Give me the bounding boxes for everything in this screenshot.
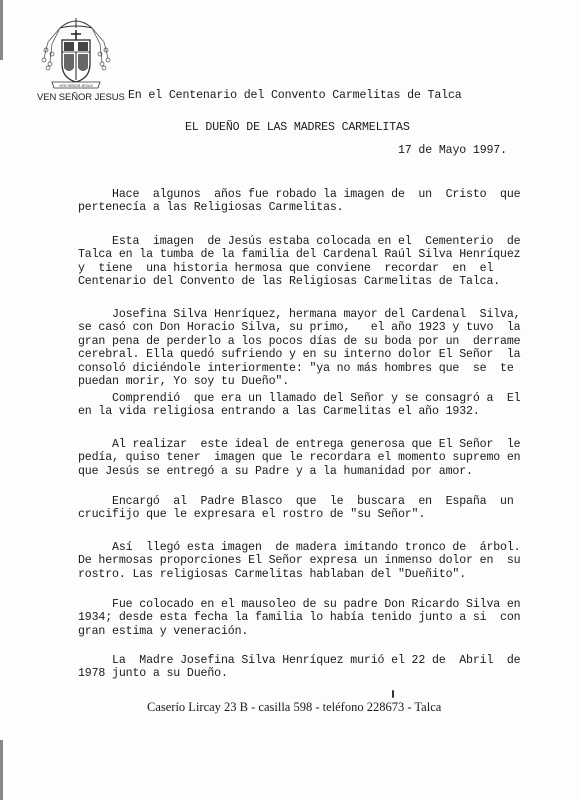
paragraph-line: y tiene una historia hermosa que conviene recordar en el [78,261,494,275]
paragraph-line: 1978 junto a su Dueño. [78,667,228,681]
paragraph-line: consoló diciéndole interiormente: "ya no más hombres que se te [78,361,514,375]
paragraph-line: puedan morir, Yo soy tu Dueño". [78,375,290,389]
paragraph-line: rostro. Las religiosas Carmelitas hablaban del "Dueñito". [78,567,467,581]
paragraph-line: Hace algunos años fue robado la imagen de un Cristo que [78,188,521,201]
paragraph-line: Centenario del Convento de las Religiosas Carmelitas de Talca. [78,275,501,289]
body-paragraph [78,438,520,478]
scan-edge-mark [0,0,3,60]
letter-heading: En el Centenario del Convento Carmelitas de Talca [128,89,462,102]
pen-mark [392,690,394,698]
crest-ribbon-text: VEN SEÑOR JESUS [59,84,93,88]
body-paragraph [78,308,520,388]
paragraph-line: Esta imagen de Jesús estaba colocada en el Cementerio de [78,235,521,248]
paragraph-line: Así llegó esta imagen de madera imitando tronco de árbol. [78,541,521,554]
body-paragraph [78,188,520,215]
paragraph-line: pedía, quiso tener imagen que le recordara el momento supremo en [78,451,521,465]
paragraph-line: que Jesús se entregó a su Padre y a la humanidad por amor. [78,464,473,478]
paragraph-line: La Madre Josefina Silva Henríquez murió el 22 de Abril de [78,654,521,667]
paragraph-line: crucifijo que le expresara el rostro de "su Señor". [78,508,426,522]
paragraph-line: gran pena de perderlo a los pocos días de su boda por un derrame [78,334,521,348]
body-paragraph [78,495,514,522]
paragraph-line: Encargó al Padre Blasco que le buscara en España un [78,495,514,508]
paragraph-line: Josefina Silva Henríquez, hermana mayor del Cardenal Silva, [78,308,521,321]
document-date: 17 de Mayo 1997. [398,144,507,157]
paragraph-line: en la vida religiosa entrando a las Carmelitas el año 1932. [78,405,480,419]
paragraph-line: pertenecía a las Religiosas Carmelitas. [78,201,344,215]
paragraph-line: 1934; desde esta fecha la familia lo había tenido junto a si con [78,611,521,625]
paragraph-line: De hermosas proporciones El Señor expresa un inmenso dolor en su [78,554,521,568]
body-paragraph [78,654,520,681]
document-title: EL DUEÑO DE LAS MADRES CARMELITAS [185,121,410,134]
paragraph-line: se casó con Don Horacio Silva, su primo, el año 1923 y tuvo la [78,321,521,335]
paragraph-line: Fue colocado en el mausoleo de su padre Don Ricardo Silva en [78,598,521,611]
body-paragraph [78,235,520,289]
body-paragraph [78,598,520,638]
paragraph-line: gran estima y veneración. [78,624,249,638]
scan-edge-mark [0,740,3,800]
body-paragraph [78,541,520,581]
letter-footer-address: Caserío Lircay 23 B - casilla 598 - teléfono 228673 - Talca [147,700,442,714]
coat-of-arms-emblem [40,12,112,94]
body-paragraph [78,392,520,419]
crest-motto: VEN SEÑOR JESUS [37,92,125,103]
paragraph-line: Comprendió que era un llamado del Señor y se consagró a El [78,392,521,405]
paragraph-line: Talca en la tumba de la familia del Cardenal Raúl Silva Henríquez [78,248,521,262]
paragraph-line: cerebral. Ella quedó sufriendo y en su interno dolor El Señor la [78,348,521,362]
paragraph-line: Al realizar este ideal de entrega generosa que El Señor le [78,438,521,451]
